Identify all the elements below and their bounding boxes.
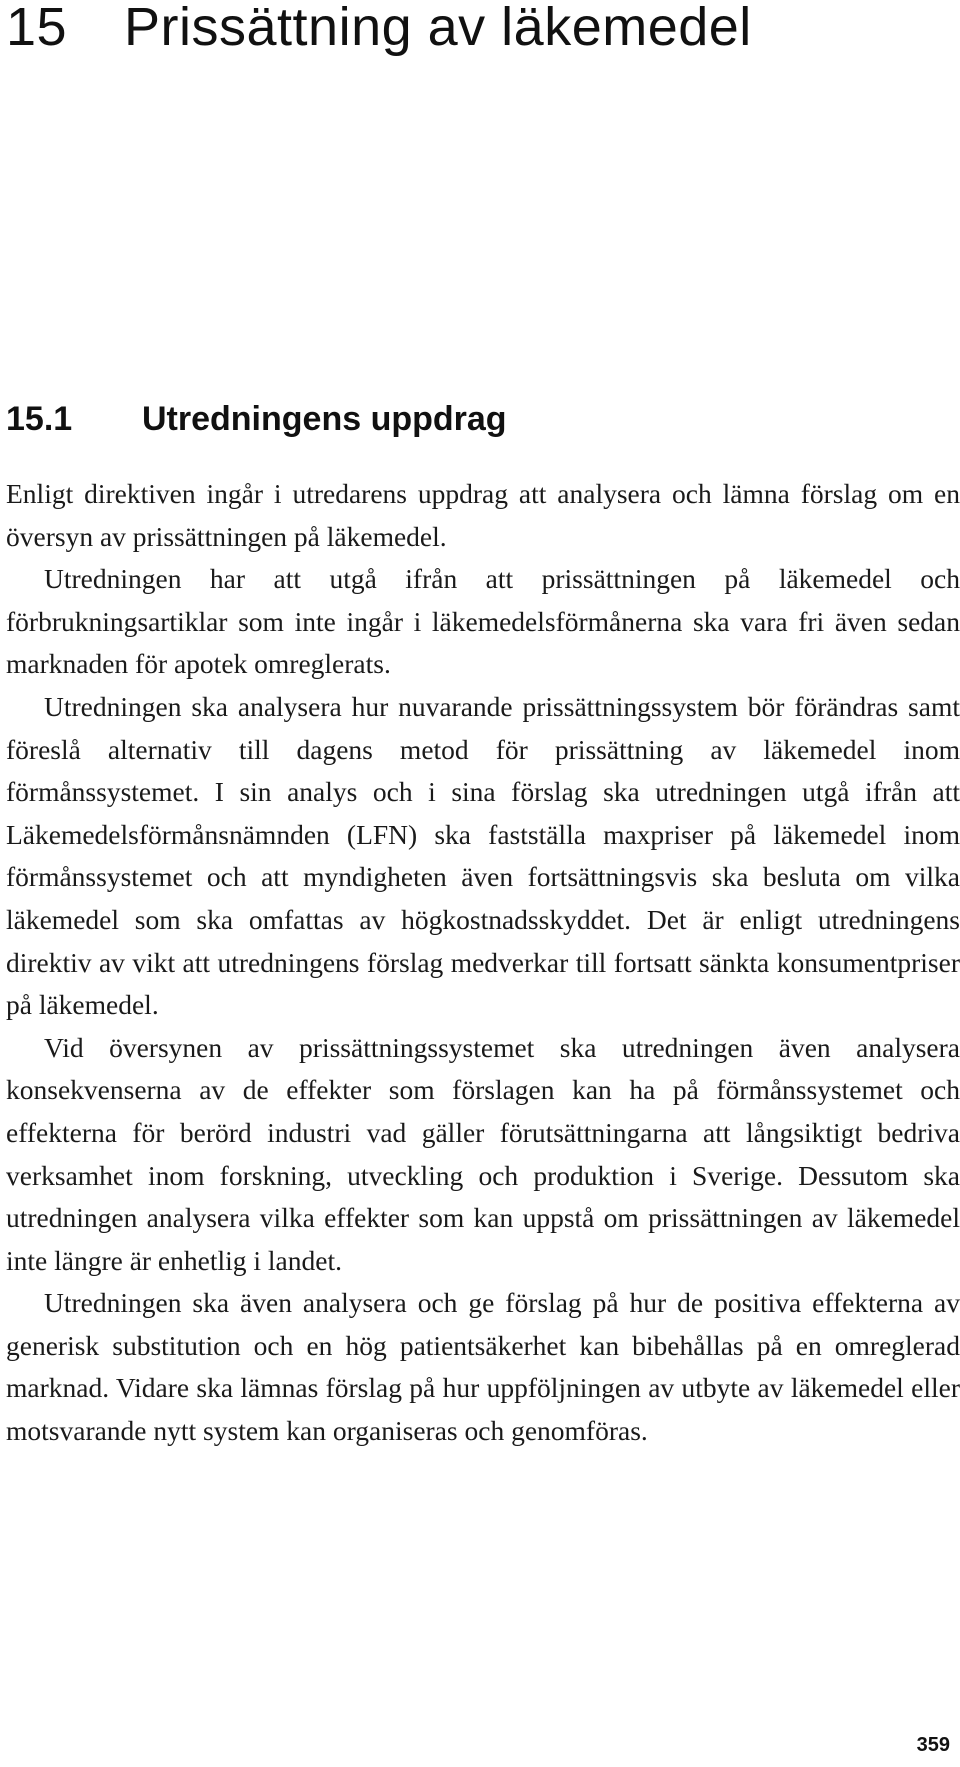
section-title-text: Utredningens uppdrag xyxy=(142,400,507,438)
chapter-number: 15 xyxy=(6,0,68,57)
paragraph-1: Enligt direktiven ingår i utredarens uppdrag att analysera och lämna förslag om en översyn av prissättningen på läkemedel. xyxy=(6,478,960,552)
page-number: 359 xyxy=(916,1734,950,1756)
chapter-title xyxy=(6,0,752,58)
paragraph-3: Utredningen ska analysera hur nuvarande prissättningssystem bör förändras samt föreslå alternativ till dagens metod för prissättning av läkemedel inom förmånssystemet. I sin analys och i sina förslag ska utredningen utgå ifrån att Läkemedelsförmånsnämnden (LFN) ska fastställa maxpriser på läkemedel inom förmånssystemet och att myndigheten även fortsättningsvis ska besluta om vilka läkemedel som ska omfattas av högkostnadsskyddet. Det är enligt utredningens direktiv av vikt att utredningens förslag medverkar till fortsatt sänkta konsumentpriser på läkemedel. xyxy=(6,690,960,1021)
section-heading xyxy=(6,400,507,439)
section-number: 15.1 xyxy=(6,400,73,438)
paragraph-2: Utredningen har att utgå ifrån att prissättningen på läkemedel och förbrukningsartiklar som inte ingår i läkemedelsförmånerna ska vara fri även sedan marknaden för apotek omreglerats. xyxy=(6,563,960,680)
paragraph-4: Vid översynen av prissättningssystemet ska utredningen även analysera konsekvenserna av de effekter som förslagen kan ha på förmånssystemet och effekterna för berörd industri vad gäller förutsättningarna att långsiktigt bedriva verksamhet inom forskning, utveckling och produktion i Sverige. Dessutom ska utredningen analysera vilka effekter som kan uppstå om prissättningen av läkemedel inte längre är enhetlig i landet. xyxy=(6,1031,960,1276)
chapter-title-text: Prissättning av läkemedel xyxy=(124,0,752,57)
paragraph-5: Utredningen ska även analysera och ge förslag på hur de positiva effekterna av generisk substitution och en hög patientsäkerhet kan bibehållas på en omreglerad marknad. Vidare ska lämnas förslag på hur uppföljningen av utbyte av läkemedel eller motsvarande nytt system kan organiseras och genomföras. xyxy=(6,1287,960,1447)
body-text xyxy=(6,473,960,1453)
